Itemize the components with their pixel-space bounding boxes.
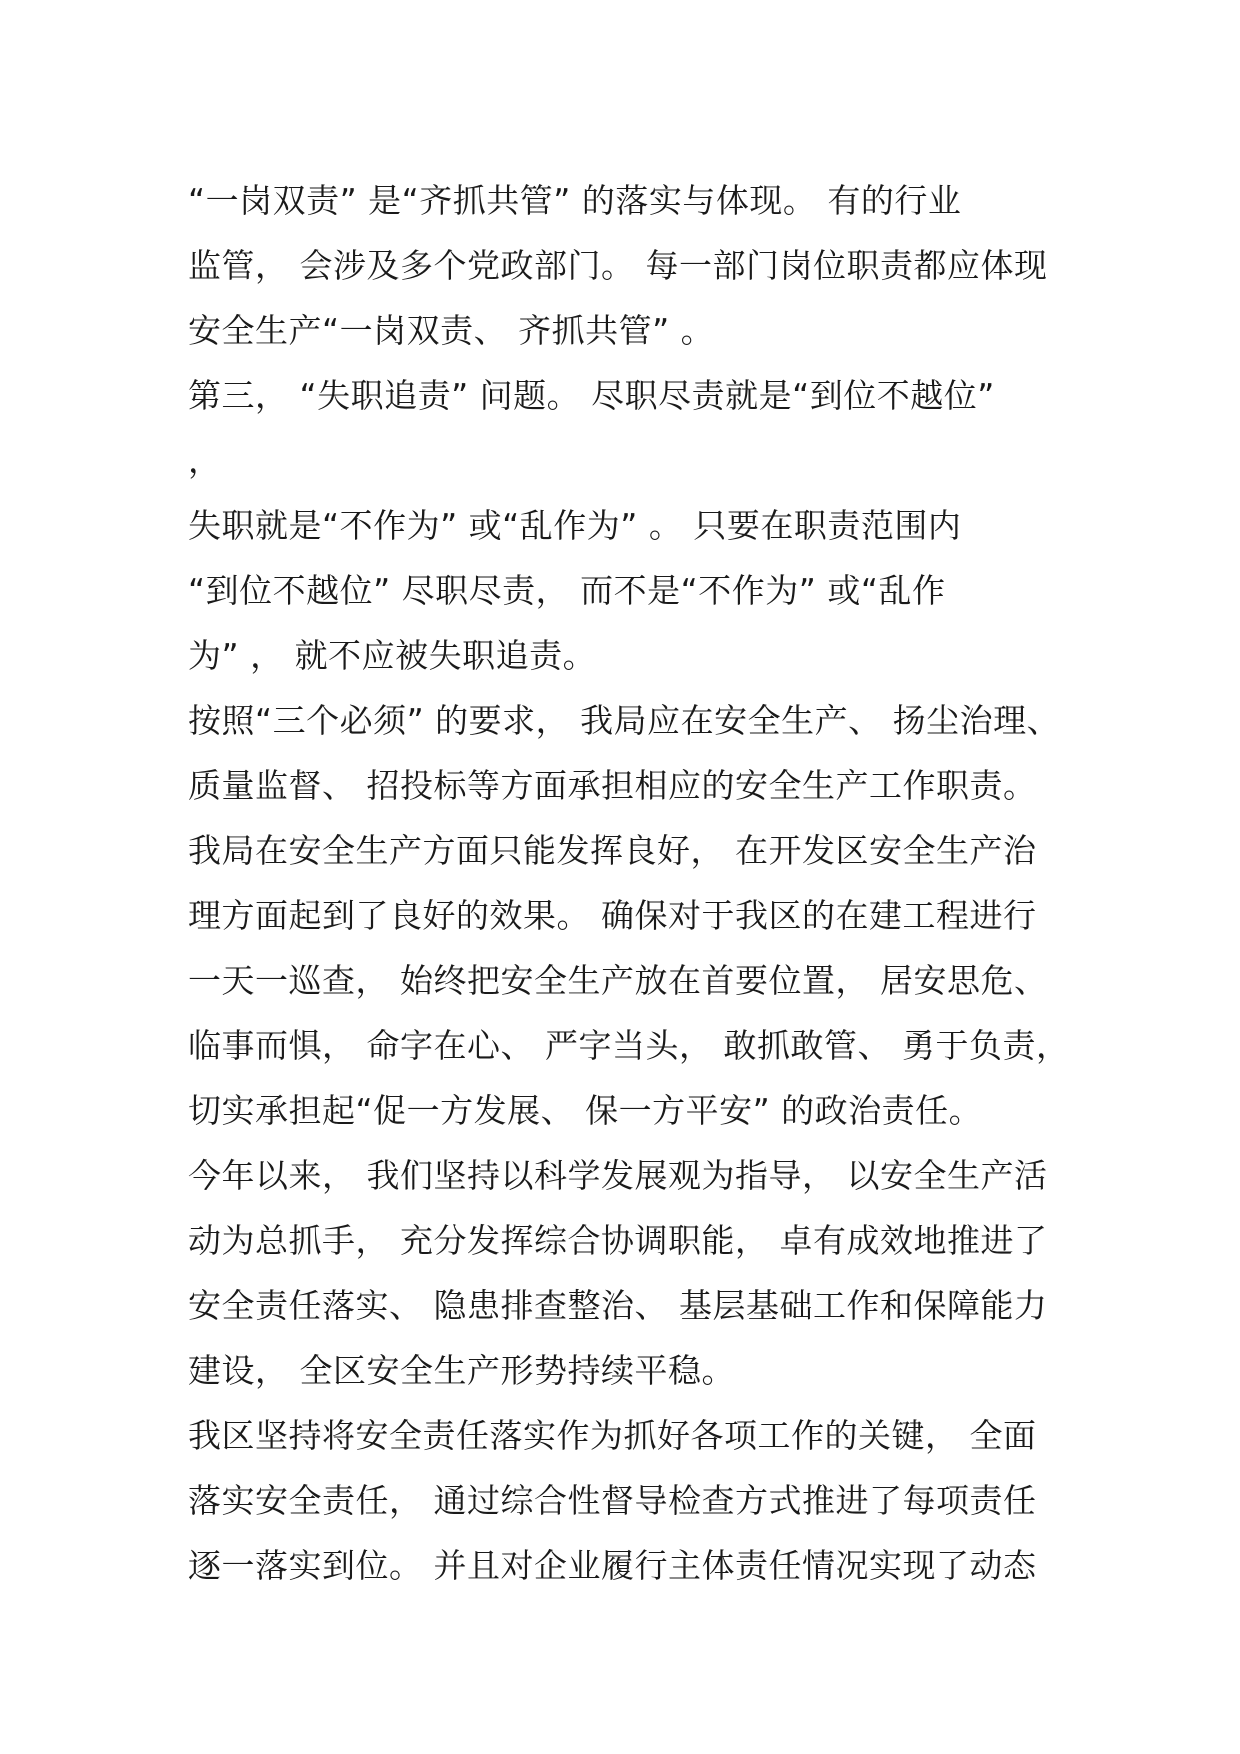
text-line: 我区坚持将安全责任落实作为抓好各项工作的关键， 全面: [188, 1416, 1037, 1455]
text-line: 切实承担起“促一方发展、 保一方平安” 的政治责任。: [188, 1091, 983, 1130]
text-line: 一天一巡查， 始终把安全生产放在首要位置， 居安思危、: [188, 961, 1048, 1000]
text-line: 落实安全责任， 通过综合性督导检查方式推进了每项责任: [188, 1481, 1037, 1520]
text-line: 今年以来， 我们坚持以科学发展观为指导， 以安全生产活: [188, 1156, 1048, 1195]
text-line: 临事而惧， 命字在心、 严字当头， 敢抓敢管、 勇于负责，: [188, 1026, 1070, 1065]
body-text: [188, 168, 1088, 1598]
text-line: 第三， “失职追责” 问题。 尽职尽责就是“到位不越位”: [188, 376, 995, 415]
text-line: 动为总抓手， 充分发挥综合协调职能， 卓有成效地推进了: [188, 1221, 1048, 1260]
text-line: 为” ， 就不应被失职追责。: [188, 636, 597, 675]
text-line: 逐一落实到位。 并且对企业履行主体责任情况实现了动态: [188, 1546, 1037, 1585]
text-line: ，: [188, 441, 222, 480]
text-line: 安全生产“一岗双责、 齐抓共管” 。: [188, 311, 715, 350]
text-line: 我局在安全生产方面只能发挥良好， 在开发区安全生产治: [188, 831, 1037, 870]
text-line: 安全责任落实、 隐患排查整治、 基层基础工作和保障能力: [188, 1286, 1048, 1325]
text-line: 质量监督、 招投标等方面承担相应的安全生产工作职责。: [188, 766, 1037, 805]
text-line: 失职就是“不作为” 或“乱作为” 。 只要在职责范围内: [188, 506, 962, 545]
text-line: 监管， 会涉及多个党政部门。 每一部门岗位职责都应体现: [188, 246, 1048, 285]
text-line: 按照“三个必须” 的要求， 我局应在安全生产、 扬尘治理、: [188, 701, 1061, 740]
text-line: “一岗双责” 是“齐抓共管” 的落实与体现。 有的行业: [188, 181, 962, 220]
text-line: 建设， 全区安全生产形势持续平稳。: [188, 1351, 735, 1390]
text-line: 理方面起到了良好的效果。 确保对于我区的在建工程进行: [188, 896, 1037, 935]
text-line: “到位不越位” 尽职尽责， 而不是“不作为” 或“乱作: [188, 571, 946, 610]
